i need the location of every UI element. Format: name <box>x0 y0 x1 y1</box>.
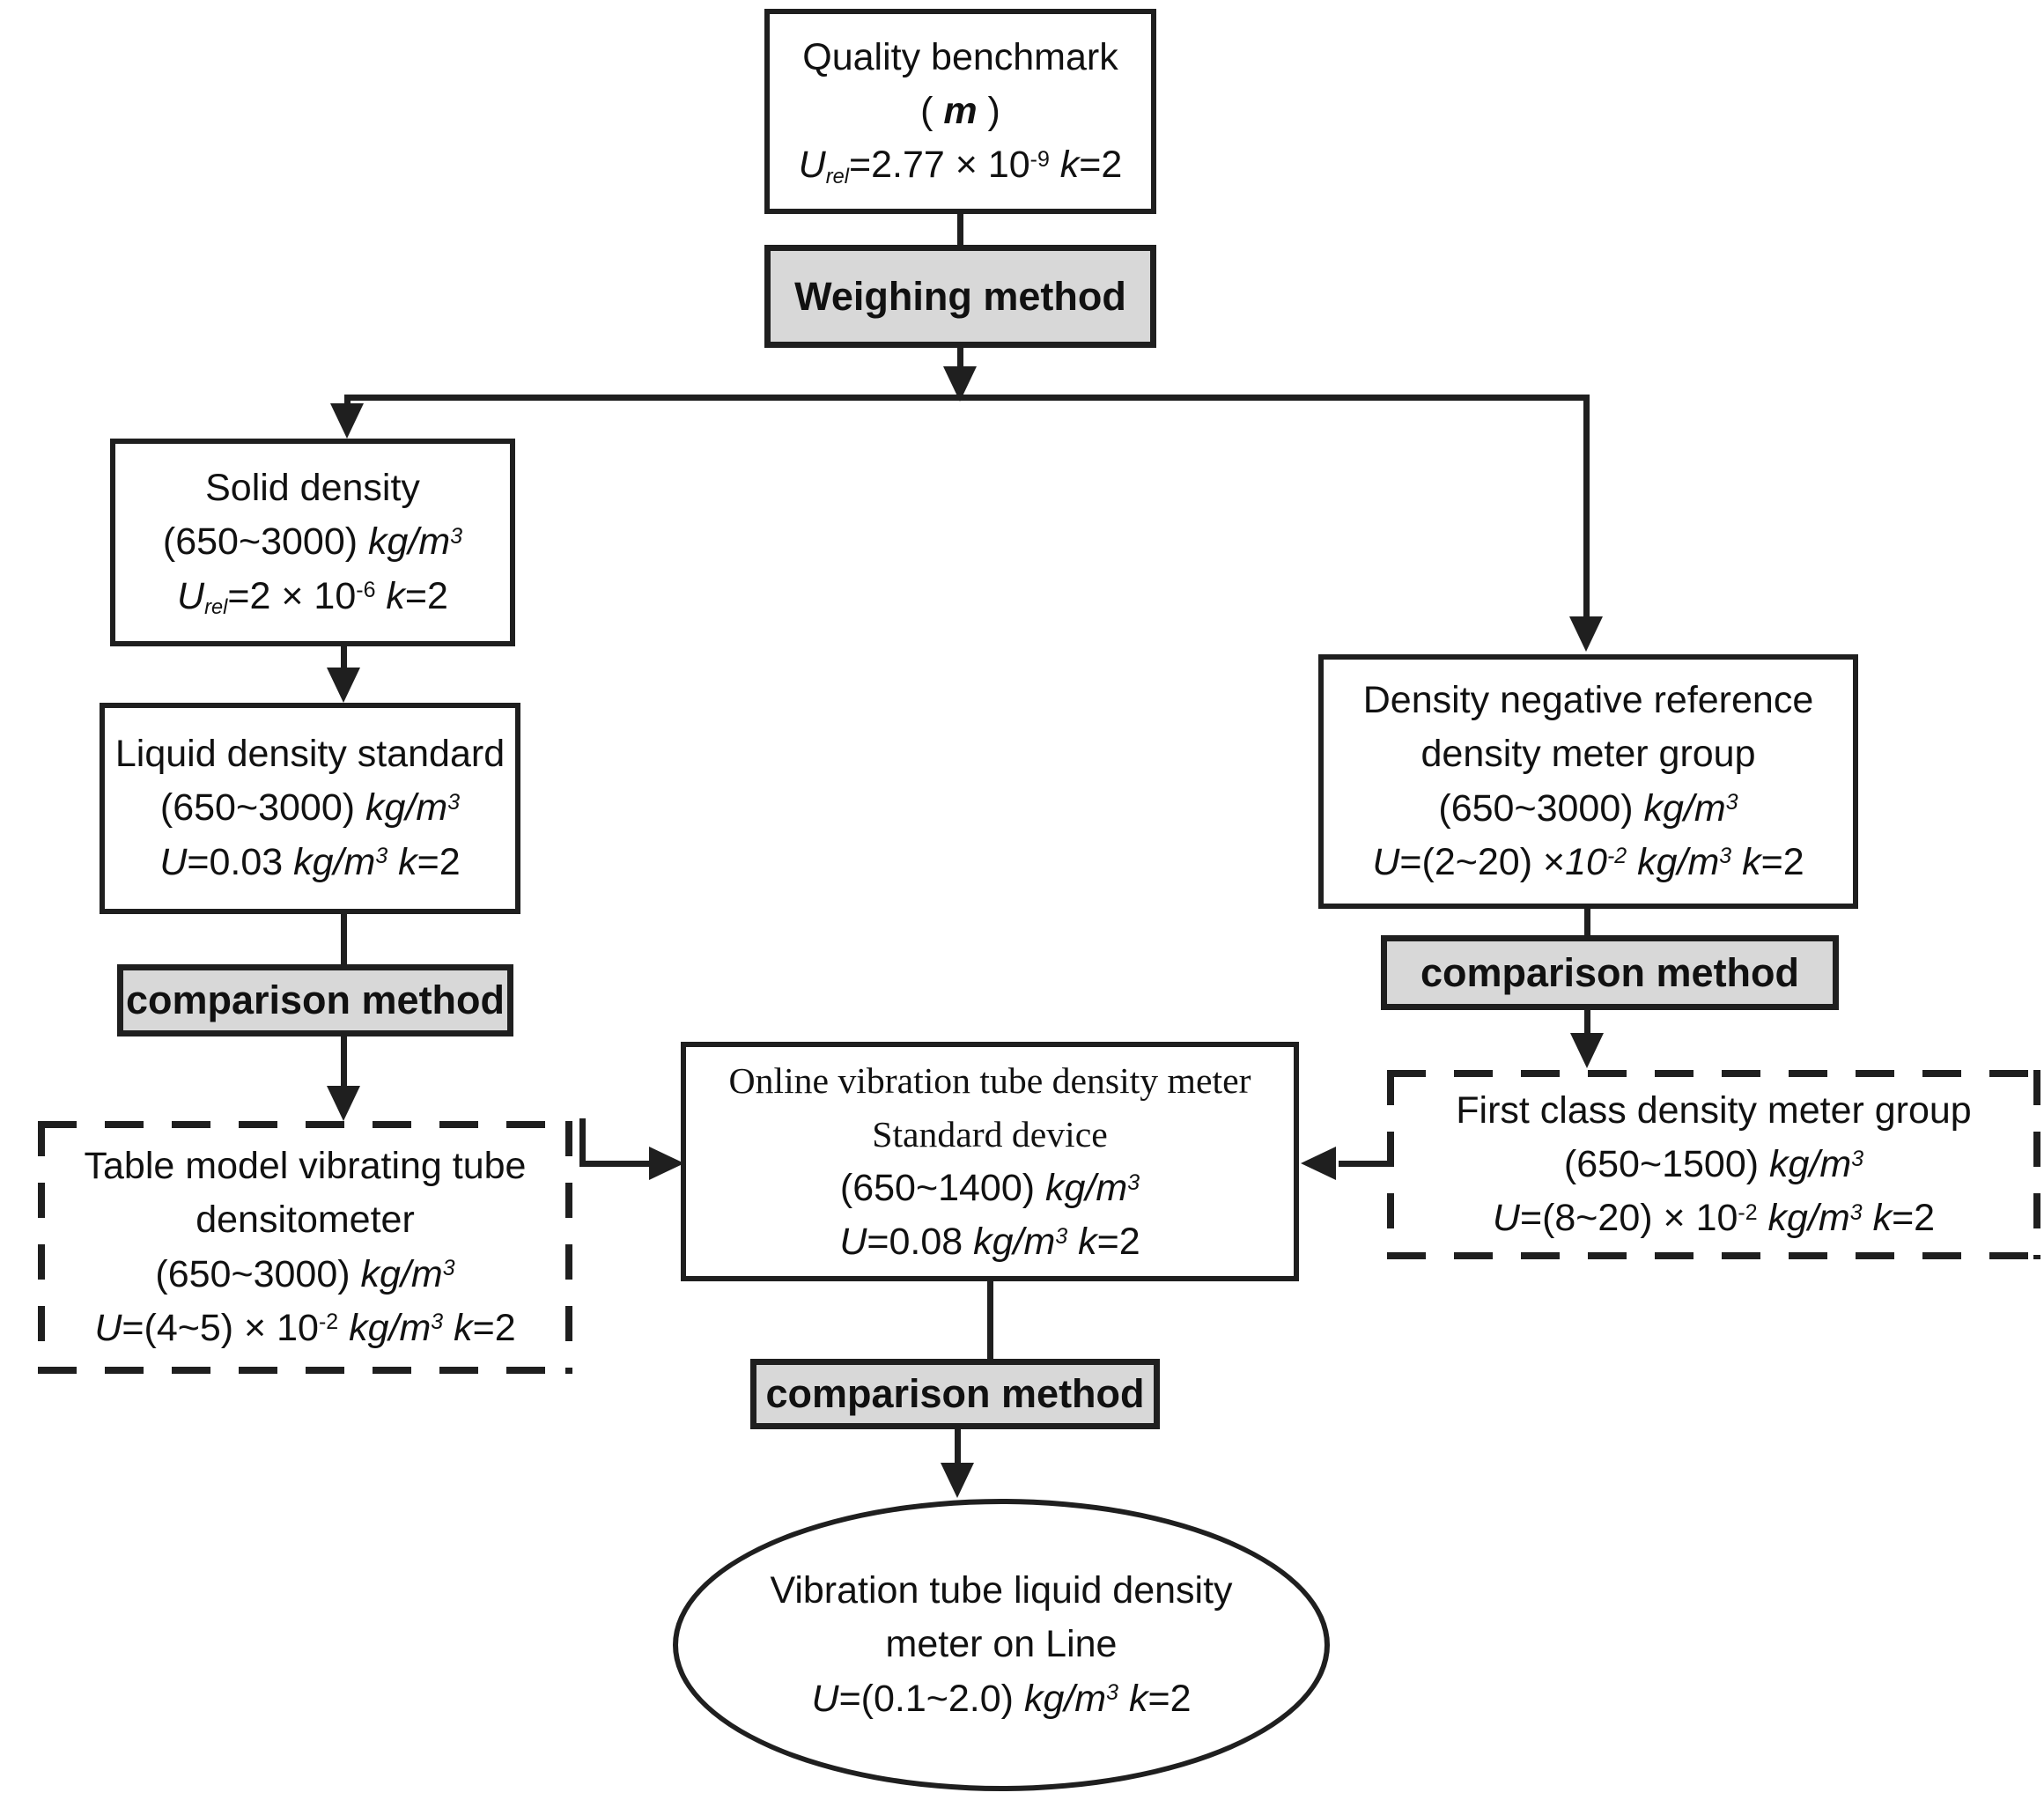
connector-solid-to-liquid-stem <box>341 646 347 669</box>
arrowhead-comparison-left-to-densitometer <box>327 1086 360 1121</box>
arrowhead-first-class-to-standard-device <box>1301 1147 1336 1180</box>
node-vibration-tube-meter-online: Vibration tube liquid density meter on Line U=(0.1~2.0) $kg/m^3$ k=2 <box>673 1499 1330 1791</box>
node-weighing-method <box>764 245 1156 348</box>
node-comparison-method-bottom <box>750 1359 1160 1429</box>
node-solid-density: Solid density (650~3000) $kg/m^3$ Urel=2 × $10^{-6}$ k=2 <box>110 439 515 646</box>
node-first-class-density-meter-group: First class density meter group (650~1500) $kg/m^3$ U=(8~20) × $10^{-2}$ $kg/m^3$ k=2 <box>1387 1070 2040 1259</box>
node-density-negative-reference: Density negative reference density meter group (650~3000) $kg/m^3$ U=(2~20) $\times 10^{-2}$ $kg/m^3$ k=2 <box>1318 654 1858 909</box>
comparison-method-bottom-label: comparison method <box>765 1371 1145 1416</box>
connector-reference-to-comparison-right <box>1584 909 1590 935</box>
node-quality-benchmark: Quality benchmark ( m ) Urel=2.77 × $10^{-9}$ k=2 <box>764 9 1156 214</box>
node-liquid-density-standard: Liquid density standard (650~3000) $kg/m^3$ U=0.03 $kg/m^3$ k=2 <box>100 703 520 914</box>
connector-liquid-to-comparison-left <box>341 914 347 964</box>
arrowhead-solid-to-liquid <box>327 668 360 703</box>
arrowhead-branch-to-solid-density <box>330 403 364 439</box>
connector-comparison-left-stem <box>341 1036 347 1086</box>
arrowhead-densitometer-to-standard-device <box>649 1147 684 1180</box>
connector-standard-device-to-comparison-bottom <box>987 1281 993 1359</box>
connector-benchmark-to-weighing <box>957 214 963 245</box>
weighing-method-label: Weighing method <box>794 273 1126 319</box>
node-comparison-method-left <box>117 964 513 1036</box>
arrowhead-branch-to-reference-group <box>1569 616 1603 652</box>
node-table-model-densitometer: Table model vibrating tube densitometer (650~3000) $kg/m^3$ U=(4~5) × $10^{-2}$ $kg/m^3$ k=2 <box>38 1121 572 1374</box>
connector-first-class-to-standard-device <box>1339 1161 1390 1167</box>
connector-densitometer-elbow-horizontal <box>579 1161 650 1167</box>
connector-branch-line <box>344 395 1590 401</box>
arrowhead-comparison-bottom-to-meter <box>941 1463 974 1498</box>
node-online-standard-device: Online vibration tube density meter Standard device (650~1400) $kg/m^3$ U=0.08 $kg/m^3$ k=2 <box>681 1042 1299 1281</box>
connector-comparison-right-stem <box>1584 1010 1590 1035</box>
connector-densitometer-elbow-vertical <box>579 1118 586 1164</box>
comparison-method-left-label: comparison method <box>125 977 505 1022</box>
comparison-method-right-label: comparison method <box>1420 949 1800 995</box>
node-comparison-method-right <box>1381 935 1839 1010</box>
connector-branch-right-drop <box>1583 395 1590 616</box>
arrowhead-comparison-right-to-first-class <box>1570 1033 1604 1068</box>
connector-comparison-bottom-stem <box>955 1429 961 1464</box>
